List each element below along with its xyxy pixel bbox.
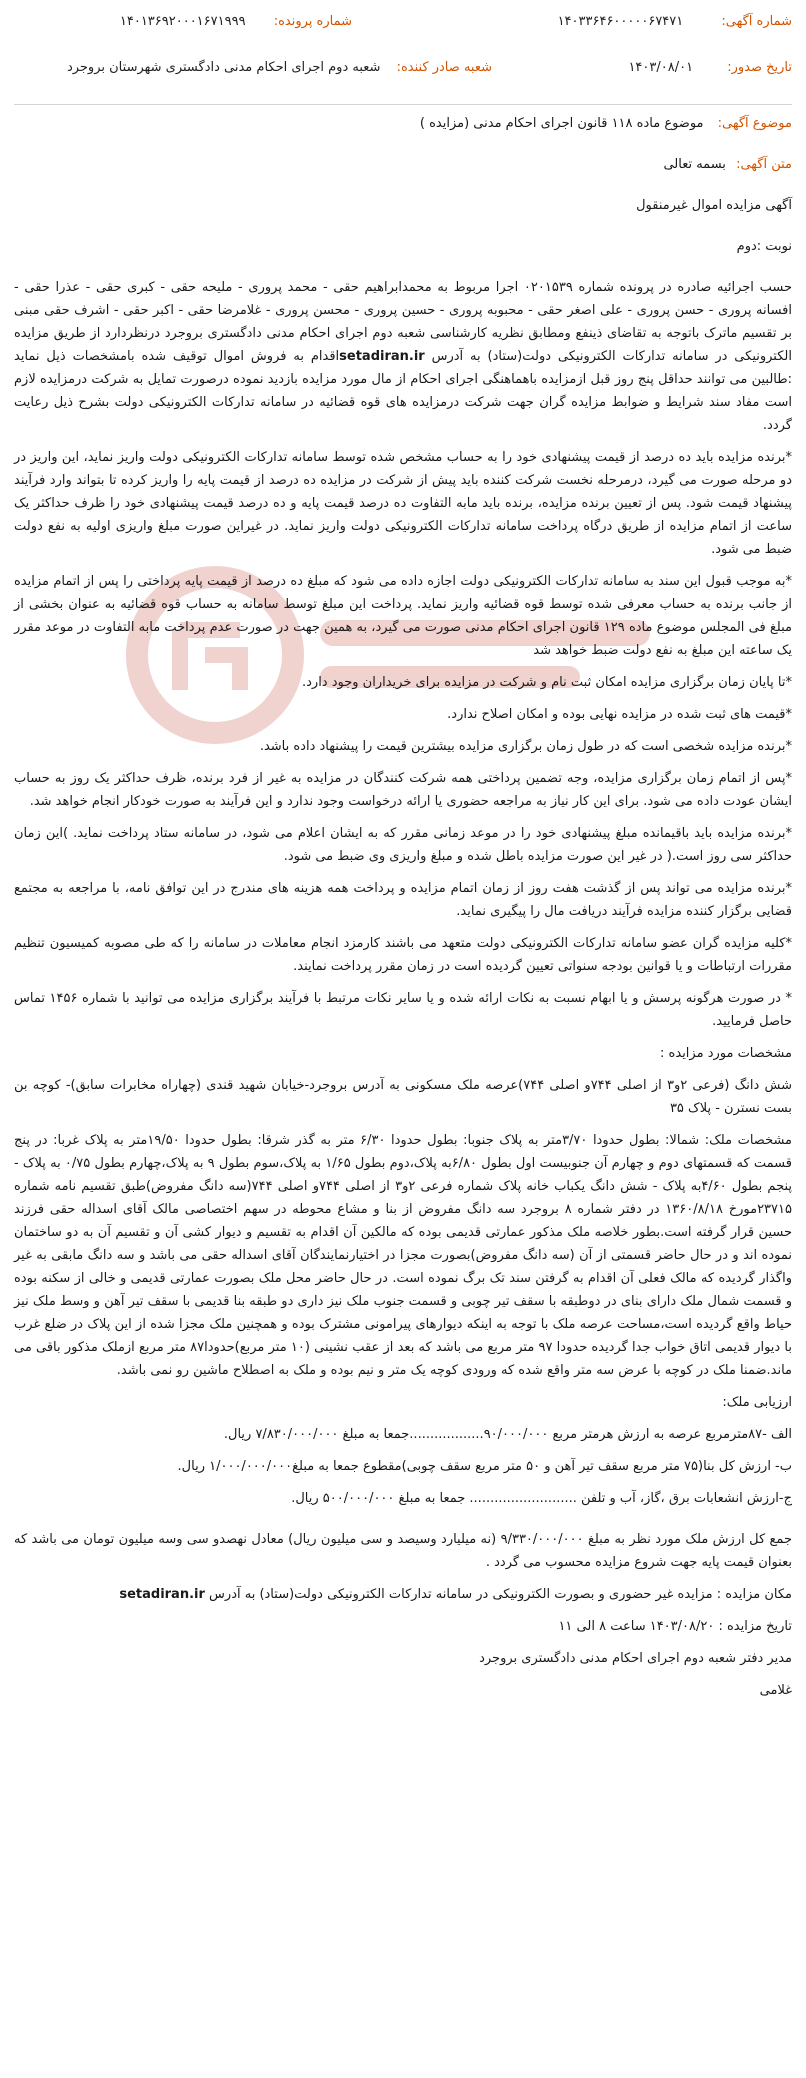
issuing-branch: شعبه دوم اجرای احکام مدنی دادگستری شهرستان بروجرد — [66, 60, 381, 75]
intro-paragraph: حسب اجرائیه صادره در پرونده شماره ۰۲۰۱۵۳۹ اجرا مربوط به محمدابراهیم حقی - محمد پروری - ملیحه حقی - کبری حقی - عذرا حقی - افسانه پروری - حسن پروری - علی اصغر حقی - محبوبه پروری - حسین پروری - محسن پروری - غلامرضا حقی - اکبر حقی - اشرف حقی مبنی بر تقسیم ماترک باتوجه به تقاضای ذینفع ومطابق نظریه کارشناسی شعبه دوم اجرای احکام مدنی دادگستری بروجرد درنظردارد از طریق مزایده الکترونیکی در سامانه تدارکات الکترونیکی دولت(ستاد) به آدرس setadiran.irاقدام به فروش اموال توقیف شده بامشخصات ذیل نماید :طالبین می توانند حداقل پنج روز قبل ازمزایده باهماهنگی اجرای احکام از مال مورد مزایده بازدید نموده درصورت تمایل به شرکت درمزایده لازم است مفاد سند شرایط و ضوابط مزایده گران جهت شرکت درمزایده های قوه قضائیه در سامانه تدارکات الکترونیکی دولت بشرح ذیل رعایت گردد. — [14, 280, 792, 433]
condition-item: *برنده مزایده می تواند پس از گذشت هفت روز از زمان اتمام مزایده و پرداخت همه هزینه های مندرج در این توافق نامه، با مراجعه به مجتمع قضایی برگزار کننده مزایده فرآیند دریافت مال را پیگیری نماید. — [14, 881, 792, 919]
condition-item: *تا پایان زمان برگزاری مزایده امکان ثبت نام و شرکت در مزایده برای خریداران وجود دارد. — [302, 675, 792, 690]
ad-number-row: شماره آگهی: ۱۴۰۳۳۶۴۶۰۰۰۰۰۶۷۴۷۱ — [557, 14, 792, 29]
valuation-item: ج-ارزش انشعابات برق ،گاز، آب و تلفن .......................... جمعا به مبلغ ۵۰۰/۰۰۰/۰۰۰ ریال. — [291, 1491, 792, 1506]
setadiran-link-2[interactable]: setadiran.ir — [119, 1587, 205, 1602]
condition-item: *قیمت های ثبت شده در مزایده نهایی بوده و امکان اصلاح ندارد. — [447, 707, 792, 722]
condition-item: *برنده مزایده شخصی است که در طول زمان برگزاری مزایده بیشترین قیمت را پیشنهاد داده باشد. — [259, 739, 792, 754]
subject-line: موضوع آگهی: موضوع ماده ۱۱۸ قانون اجرای احکام مدنی (مزایده ) — [419, 116, 792, 131]
property-summary: شش دانگ (فرعی ۲و۳ از اصلی ۷۴۴و اصلی ۷۴۴)عرصه ملک مسکونی به آدرس بروجرد-خیابان شهید قندی (چهاراه مخابرات سابق)- کوچه بن بست نسترن - پلاک ۳۵ — [14, 1078, 792, 1116]
valuation-item: ب- ارزش کل بنا(۷۵ متر مربع سقف تیر آهن و ۵۰ متر مربع سقف چوبی)مقطوع جمعا به مبلغ۱/۰۰۰/۰۰۰/۰۰۰ ریال. — [177, 1459, 792, 1474]
condition-item: *برنده مزایده باید ده درصد از قیمت پیشنهادی خود را به حساب مشخص شده توسط سامانه تدارکات الکترونیکی دولت واریز نماید، این واریز در دو مرحله صورت می گیرد، درمرحله نخست شرکت کننده باید پیش از شرکت در مزایده ده درصد از قیمت پایه را واریز کرده تا بتواند وارد فرآیند پیشنهاد قیمت شود. پس از تعیین برنده مزایده، برنده باید مابه التفاوت ده درصد قیمت پایه و ده درصد قیمت پیشنهادی خود را ظرف حداکثر یک ساعت از اتمام مزایده از طریق درگاه پرداخت سامانه تدارکات الکترونیکی دولت واریز نماید. در غیراین صورت مبلغ واریزی اولیه به نفع دولت ضبط می شود. — [14, 450, 792, 557]
condition-item: *کلیه مزایده گران عضو سامانه تدارکات الکترونیکی دولت متعهد می باشند کارمزد انجام معاملات در سامانه را که طی مصوبه کمیسیون تنظیم مقررات ارتباطات و یا قوانین بودجه سنواتی تعیین گردیده است در زمان مقرر پرداخت نمایند. — [14, 936, 792, 974]
ad-content — [14, 112, 792, 1711]
ad-number: ۱۴۰۳۳۶۴۶۰۰۰۰۰۶۷۴۷۱ — [557, 14, 684, 29]
auction-date: تاریخ مزایده : ۱۴۰۳/۰۸/۲۰ ساعت ۸ الی ۱۱ — [558, 1619, 792, 1634]
auction-round: نوبت :دوم — [736, 239, 792, 254]
ad-title: آگهی مزایده اموال غیرمنقول — [636, 198, 792, 213]
total-value: جمع کل ارزش ملک مورد نظر به مبلغ ۹/۳۳۰/۰۰۰/۰۰۰ (نه میلیارد وسیصد و سی میلیون ریال) معادل نهصدو سی وسه میلیون تومان می باشد که بعنوان قیمت پایه جهت شروع مزایده محسوب می گردد . — [14, 1532, 792, 1570]
issue-date: ۱۴۰۳/۰۸/۰۱ — [628, 60, 694, 75]
setadiran-link[interactable]: setadiran.ir — [339, 349, 425, 364]
case-number: ۱۴۰۱۳۶۹۲۰۰۰۱۶۷۱۹۹۹ — [119, 14, 246, 29]
condition-item: *پس از اتمام زمان برگزاری مزایده، وجه تضمین پرداختی همه شرکت کنندگان در مزایده به غیر از فرد برنده، ظرف حداکثر یک روز به حساب ایشان عودت داده می شود. برای این کار نیاز به مراجعه حضوری یا ارائه درخواست وجود ندارد و این فرآیند به صورت خودکار انجام خواهد شد. — [14, 771, 792, 809]
issue-date-row: تاریخ صدور: ۱۴۰۳/۰۸/۰۱ — [628, 60, 792, 75]
property-heading: مشخصات مورد مزایده : — [660, 1046, 792, 1061]
body-label-line: متن آگهی: بسمه تعالی — [663, 157, 792, 172]
issuing-branch-row: شعبه صادر کننده: شعبه دوم اجرای احکام مدنی دادگستری شهرستان بروجرد — [66, 60, 492, 75]
condition-item: *به موجب قبول این سند به سامانه تدارکات الکترونیکی دولت اجازه داده می شود که مبلغ ده درصد از قیمت پایه پرداختی را پس از اتمام مزایده از جانب برنده به حساب معرفی شده توسط قوه قضائیه واریز نماید. پرداخت این مبلغ توسط سامانه به حساب قوه قضائیه به عنوان بخشی از مبلغ فی المجلس موضوع ماده ۱۲۹ قانون اجرای احکام مدنی صورت می گیرد، به همین جهت در صورت عدم پرداخت مابه التفاوت در موعد مقرر یک ساعته این مبلغ به نفع دولت ضبط خواهد شد — [14, 574, 792, 658]
subject-text: موضوع ماده ۱۱۸ قانون اجرای احکام مدنی (مزایده ) — [419, 116, 704, 131]
valuation-item: الف -۸۷مترمربع عرصه به ارزش هرمتر مربع ۹۰/۰۰۰/۰۰۰..................جمعا به مبلغ ۷/۸۳۰/۰۰۰/۰۰۰ ریال. — [223, 1427, 792, 1442]
condition-item: *برنده مزایده باید باقیمانده مبلغ پیشنهادی خود را در موعد زمانی مقرر که به ایشان اعلام می شود، در سامانه ستاد پرداخت نماید. )این زمان حداکثر سی روز است.( در غیر این صورت مزایده باطل شده و مبلغ واریزی وی ضبط می شود. — [14, 826, 792, 864]
ad-header — [14, 0, 792, 105]
basmala: بسمه تعالی — [663, 157, 726, 172]
condition-item: * در صورت هرگونه پرسش و یا ابهام نسبت به نکات ارائه شده و یا سایر نکات مرتبط با فرآیند برگزاری مزایده می توانید با شماره ۱۴۵۶ تماس حاصل فرمایید. — [14, 991, 792, 1029]
property-details: مشخصات ملک: شمالا: بطول حدودا ۳/۷۰متر به پلاک جنوبا: بطول حدودا ۶/۳۰ متر به گذر شرقا: بطول حدودا ۱۹/۵۰متر به پلاک غربا: در پنج قسمت که قسمتهای دوم و چهارم آن جنوبیست اول بطول ۶/۸۰به پلاک،دوم بطول ۱/۶۵ به پلاک،سوم بطول ۹ به پلاک،چهارم بطول ۰/۷۵ به پلاک - پنجم بطول ۴/۶۰به پلاک - شش دانگ یکباب خانه پلاک شماره فرعی ۲و۳ از اصلی ۷۴۴و اصلی ۷۴۴(سه دانگ مفروض)طبق تقسیم نامه شماره ۲۳۷۱۵مورخ ۱۳۶۰/۸/۱۸ در دفتر شماره ۸ بروجرد سه دانگ مفروض از بنا و مشاع محوطه در سهم اختصاصی مالک آقای اسداله حقی فرزند حسین قرار گرفته است.بطور خلاصه ملک مذکور عمارتی قدیمی بوده که مالکین آن اقدام به تقسیم و دیوار کشی آن و تقسیم آن به دو ساختمان نموده اند و در حال حاضر قسمتی از آن (سه دانگ مفروض)بصورت مجزا در اختیارنمایندگان آقای اسداله حقی می باشد و سه دانگ مابقی به غیر واگذار گردیده که مالک فعلی آن اقدام به گرفتن سند تک برگ نموده است. در حال حاضر محل ملک بصورت عمارتی قدیمی و خالی از سکنه بوده و قسمت شمال ملک دارای بنای در دوطبقه با سقف تیر چوبی و قسمت جنوب ملک نیز داری دو طبقه بنا قدیمی با سقف تیر آهن و وسط ملک نیز حیاط واقع گردیده است،مساحت عرصه ملک با توجه به اینکه دیوارهای پیرامونی مشترک بوده و همچنین ملک مجزا شده از این پلاک در ضلع غرب با دیوار قدیمی اتاق خواب جدا گردیده حدودا ۹۷ متر مربع می باشد که بعد از عقب نشینی (۱۰ متر مربع)حدودا۸۷ متر مربع ازملک مذکور باقی می ماند.ضمنا ملک در کوچه با عرض سه متر واقع شده که ورودی کوچه یک متر و نیم بوده و ملک به اصطلاح ماشین رو نمی باشد. — [14, 1133, 793, 1378]
signature-name: غلامی — [759, 1683, 792, 1698]
case-number-row: شماره پرونده: ۱۴۰۱۳۶۹۲۰۰۰۱۶۷۱۹۹۹ — [119, 14, 352, 29]
auction-location: مکان مزایده : مزایده غیر حضوری و بصورت الکترونیکی در سامانه تدارکات الکترونیکی دولت(ستاد) به آدرس setadiran.ir — [119, 1587, 792, 1602]
signature-office: مدیر دفتر شعبه دوم اجرای احکام مدنی دادگستری بروجرد — [479, 1651, 792, 1666]
valuation-heading: ارزیابی ملک: — [722, 1395, 792, 1410]
